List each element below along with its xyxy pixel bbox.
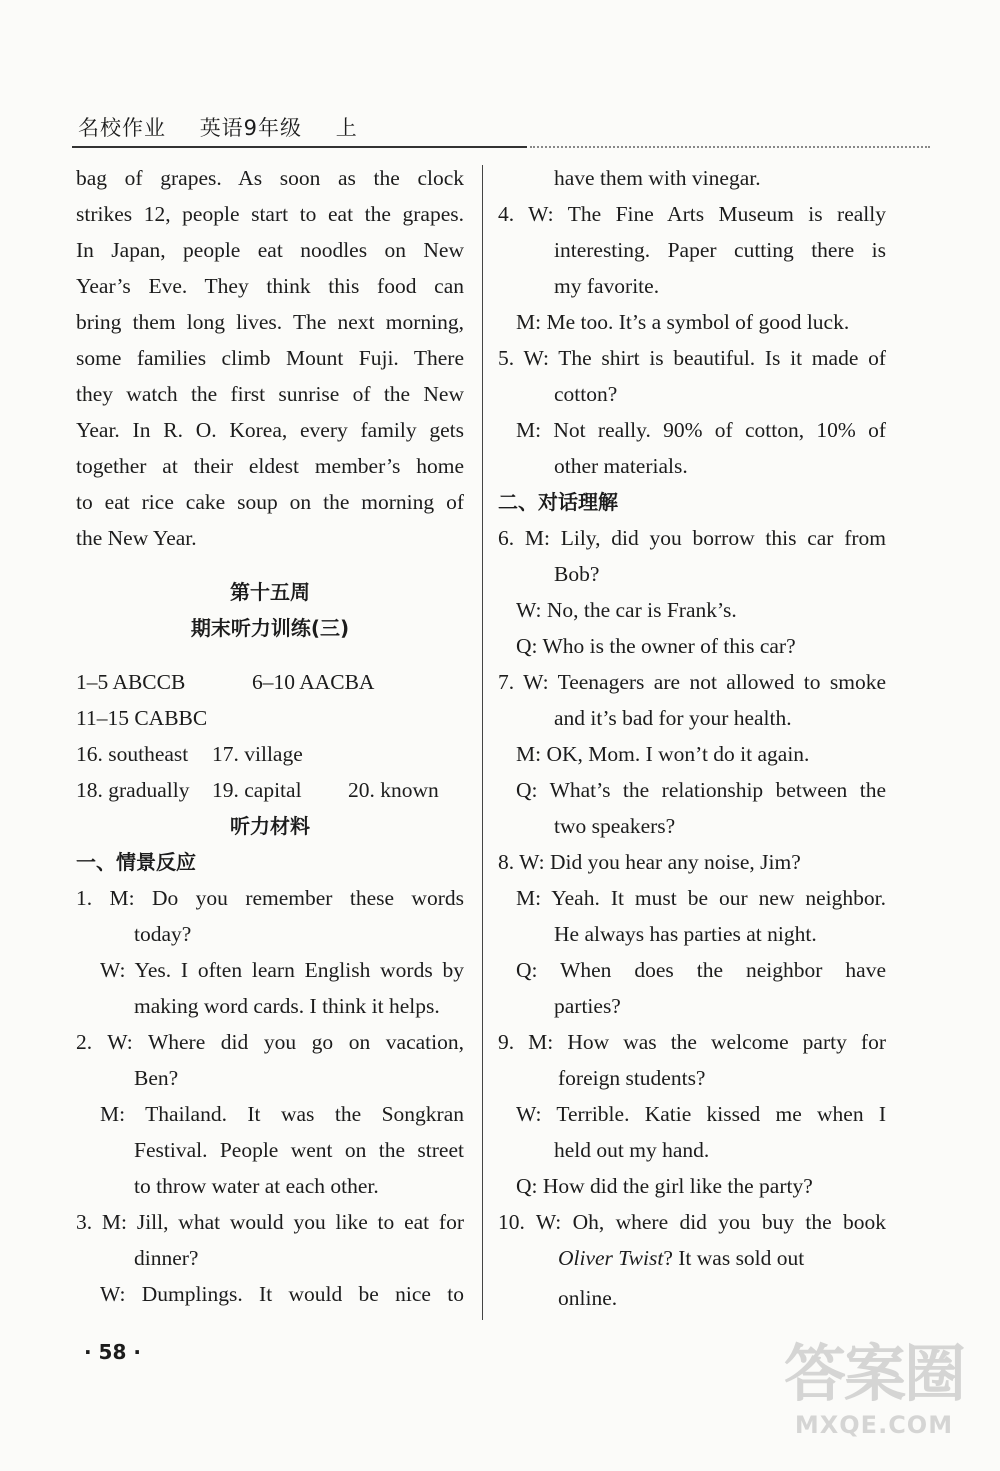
text-line: today? xyxy=(134,922,192,946)
answer-row xyxy=(76,736,464,772)
text-line: my favorite. xyxy=(554,274,660,298)
text-line: cotton? xyxy=(554,382,618,406)
text-line: M: Not really. 90% of cotton, 10% of xyxy=(516,418,886,442)
header-rule xyxy=(72,146,527,148)
text-line: interesting. Paper cutting there is xyxy=(554,238,886,262)
text-line: making word cards. I think it helps. xyxy=(134,994,440,1018)
answer-18: 18. gradually xyxy=(76,778,190,802)
text-line: 4. W: The Fine Arts Museum is really xyxy=(498,202,886,226)
answer-6-10: 6–10 AACBA xyxy=(252,670,375,694)
section-heading: 一、情景反应 xyxy=(76,850,196,874)
text-line: Ben? xyxy=(134,1066,179,1090)
text-line: M: OK, Mom. I won’t do it again. xyxy=(516,742,810,766)
text-line: W: Dumplings. It would be nice to xyxy=(100,1282,464,1306)
answer-1-5: 1–5 ABCCB xyxy=(76,670,186,694)
header-brand: 名校作业 xyxy=(78,116,166,140)
text-line: they watch the first sunrise of the New xyxy=(76,382,464,406)
text-line: held out my hand. xyxy=(554,1138,710,1162)
watermark-logo-text: 答案圈 xyxy=(783,1337,964,1410)
text-line: bag of grapes. As soon as the clock xyxy=(76,166,464,190)
text-line: dinner? xyxy=(134,1246,199,1270)
text-line: W: Yes. I often learn English words by xyxy=(100,958,464,982)
text-line: Year. In R. O. Korea, every family gets xyxy=(76,418,464,442)
text-line: In Japan, people eat noodles on New xyxy=(76,238,464,262)
text-line: Q: When does the neighbor have xyxy=(516,958,886,982)
text-line: W: No, the car is Frank’s. xyxy=(516,598,737,622)
header-volume: 上 xyxy=(335,116,358,140)
text-line: have them with vinegar. xyxy=(554,166,761,190)
text-line: other materials. xyxy=(554,454,688,478)
text-line: 8. W: Did you hear any noise, Jim? xyxy=(498,850,801,874)
text-line: Q: Who is the owner of this car? xyxy=(516,634,796,658)
text-line: W: Terrible. Katie kissed me when I xyxy=(516,1102,886,1126)
header-subject: 英语9年级 xyxy=(199,116,303,140)
week-title: 第十五周 xyxy=(230,580,310,604)
text-line: 3. M: Jill, what would you like to eat for xyxy=(76,1210,464,1234)
header-dotted-rule xyxy=(530,146,930,148)
column-divider xyxy=(482,165,483,1320)
text-line: 7. W: Teenagers are not allowed to smoke xyxy=(498,670,886,694)
answer-11-15: 11–15 CABBC xyxy=(76,706,208,730)
answer-19: 19. capital xyxy=(212,778,302,802)
left-column xyxy=(76,160,464,1312)
text-line: 10. W: Oh, where did you buy the book xyxy=(498,1210,886,1234)
text-line: the New Year. xyxy=(76,526,197,550)
text-line: parties? xyxy=(554,994,621,1018)
text-line: to eat rice cake soup on the morning of xyxy=(76,490,464,514)
book-rest: ? It was sold out xyxy=(663,1246,805,1270)
text-line: He always has parties at night. xyxy=(554,922,817,946)
text-line: Q: What’s the relationship between the xyxy=(516,778,886,802)
answer-16: 16. southeast xyxy=(76,742,189,766)
text-line: online. xyxy=(558,1286,618,1310)
watermark-url: MXQE.COM xyxy=(794,1411,954,1439)
text-line: to throw water at each other. xyxy=(134,1174,379,1198)
text-line xyxy=(498,1240,886,1276)
running-header xyxy=(78,112,384,142)
material-title: 听力材料 xyxy=(230,814,310,838)
training-title: 期末听力训练(三) xyxy=(190,616,350,640)
answer-row xyxy=(76,664,464,700)
text-line: 5. W: The shirt is beautiful. Is it made of xyxy=(498,346,886,370)
answer-row xyxy=(76,700,464,736)
text-line: M: Me too. It’s a symbol of good luck. xyxy=(516,310,850,334)
answer-row xyxy=(76,772,464,808)
text-line: Festival. People went on the street xyxy=(134,1138,464,1162)
watermark-logo xyxy=(774,1337,974,1457)
text-line: foreign students? xyxy=(558,1066,706,1090)
text-line: some families climb Mount Fuji. There xyxy=(76,346,464,370)
text-line: 9. M: How was the welcome party for xyxy=(498,1030,886,1054)
text-line: two speakers? xyxy=(554,814,676,838)
text-line: strikes 12, people start to eat the grapes. xyxy=(76,202,464,226)
text-line: Q: How did the girl like the party? xyxy=(516,1174,813,1198)
text-line: M: Thailand. It was the Songkran xyxy=(100,1102,464,1126)
text-line: together at their eldest member’s home xyxy=(76,454,464,478)
text-line: bring them long lives. The next morning, xyxy=(76,310,464,334)
text-line: Bob? xyxy=(554,562,600,586)
text-line: Year’s Eve. They think this food can xyxy=(76,274,464,298)
right-column xyxy=(498,160,886,1316)
text-line: and it’s bad for your health. xyxy=(554,706,792,730)
text-line: 1. M: Do you remember these words xyxy=(76,886,464,910)
answer-20: 20. known xyxy=(348,778,439,802)
text-line: 6. M: Lily, did you borrow this car from xyxy=(498,526,886,550)
book-title: Oliver Twist xyxy=(558,1246,664,1270)
answer-17: 17. village xyxy=(212,742,303,766)
section-heading: 二、对话理解 xyxy=(498,490,618,514)
page-number: · 58 · xyxy=(84,1340,141,1364)
text-line: 2. W: Where did you go on vacation, xyxy=(76,1030,464,1054)
text-line: M: Yeah. It must be our new neighbor. xyxy=(516,886,886,910)
